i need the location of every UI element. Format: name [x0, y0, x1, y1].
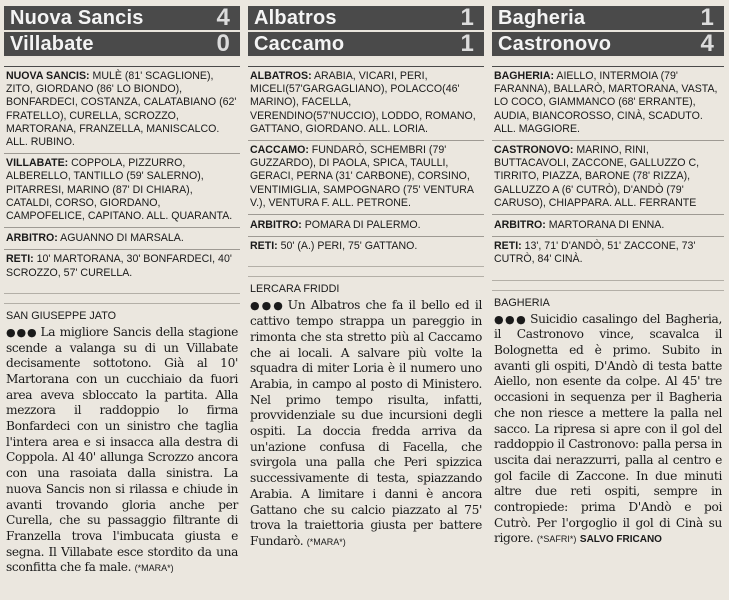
divider: [492, 280, 724, 281]
goals-list: 10' MARTORANA, 30' BONFARDECI, 40' SCROZZO, 57' CURELLA.: [6, 253, 232, 279]
divider: [492, 290, 724, 291]
goals-line: [4, 249, 240, 283]
byline: SALVO FRICANO: [579, 534, 662, 546]
away-score-row: [492, 32, 724, 58]
divider: [4, 303, 240, 304]
match-column-1: [4, 6, 240, 577]
bullet-icon: ●●●: [250, 299, 285, 313]
away-lineup: [248, 140, 484, 214]
home-team-name: Albatros: [254, 6, 337, 29]
report-text: Un Albatros che fa il bello ed il cattivo tempo strappa un pareggio in rimonta che sta stretto più al Caccamo che ai locali. A salvare più volte la squadra di miter Loria è il numero uno Arabia, in campo al posto di Ministero. Nel primo tempo risulta, infatti, provvidenziale su due incursioni degli ospiti. La doccia fredda arriva da un'azione confusa di Facella, che svirgola una palla che Peri spizzica successivamente di testa, spiazzando Arabia. A limitare i danni è ancora Gattano che su calcio piazzato al 75' trova la traiettoria giusta per battere Fundarò.: [250, 298, 482, 548]
goals-label: RETI:: [6, 253, 34, 266]
home-lineup: [492, 66, 724, 140]
away-lineup-players: MARINO, RINI, BUTTACAVOLI, ZACCONE, GALLUZZO C, TIRRITO, PIAZZA, BARONE (78' RIZZA), GALLUZZO A (6' CUTRÒ), D'ANDÒ (79' CARUSO), CHIAPPARA. ALL. FERRANTE: [494, 144, 700, 209]
goals-list: 50' (A.) PERI, 75' GATTANO.: [277, 240, 418, 253]
away-lineup-team: CASTRONOVO:: [494, 144, 574, 157]
home-lineup-team: ALBATROS:: [250, 70, 312, 82]
referee-label: ARBITRO:: [494, 219, 546, 232]
away-lineup: [4, 153, 240, 227]
match-report: [6, 325, 238, 577]
home-lineup-players: ARABIA, VICARI, PERI, MICELI(57'GARGAGLIANO), POLACCO(46' MARINO), FACELLA, VERENDINO(57'NUCCIO), LODDO, ROMANO, GATTANO, GIORDANO. ALL. LORIA.: [250, 70, 476, 135]
home-goals: 1: [460, 4, 474, 31]
match-report: [494, 312, 722, 549]
referee-label: ARBITRO:: [250, 219, 302, 232]
dateline: SAN GIUSEPPE JATO: [6, 309, 116, 322]
referee-name: POMARA DI PALERMO.: [301, 219, 421, 232]
away-score-row: [248, 32, 484, 58]
referee-name: AGUANNO DI MARSALA.: [57, 232, 184, 245]
signature: (*MARA*): [306, 536, 346, 547]
home-lineup-players: MULÈ (81' SCAGLIONE), ZITO, GIORDANO (86' LO BIONDO), BONFARDECI, COSTANZA, CALATABIANO (62' FRATELLO), CURELLA, SCROZZO, MARTORANA, FRANZELLA, MANISCALCO. ALL. RUBINO.: [6, 70, 237, 149]
referee-line: [4, 227, 240, 249]
away-team-name: Villabate: [10, 32, 94, 55]
away-goals: 1: [460, 30, 474, 57]
dateline: BAGHERIA: [494, 296, 550, 309]
referee-name: MARTORANA DI ENNA.: [545, 219, 665, 232]
match-report: [250, 298, 482, 550]
goals-label: RETI:: [250, 240, 278, 253]
goals-line: [248, 236, 484, 257]
match-column-2: [248, 6, 484, 551]
referee-line: [248, 214, 484, 236]
away-goals: 4: [700, 30, 714, 57]
home-score-row: [248, 6, 484, 32]
away-team-name: Caccamo: [254, 32, 345, 55]
home-team-name: Bagheria: [498, 6, 586, 29]
divider: [248, 266, 484, 267]
report-text: La migliore Sancis della stagione scende a valanga su di un Villabate decisamente sottotono. Già al 10' Martorana con un cucchiaio da fuori area aveva sbloccato la partita. Alla mezzora il raddoppio lo firma Bonfardeci con un sinistro che taglia l'intera area e si insacca alla destra di Coppola. Al 40' allunga Scrozzo ancora con una rasoiata dalla sinistra. La nuova Sancis non si rilassa e chiude in avanti trovando gloria anche per Curella, che su passaggio filtrante di Franzella trova l'imbucata giusta e segna. Il Villabate esce stordito da una sconfitta che fa male.: [6, 324, 238, 575]
away-score-row: [4, 32, 240, 58]
away-goals: 0: [216, 30, 230, 57]
away-team-name: Castronovo: [498, 32, 612, 55]
report-text: Suicidio casalingo del Bagheria, il Castronovo vince, scavalca il Bolognetta ed è primo. Subito in avanti gli ospiti, D'Andò di testa batte Aiello, non esente da colpe. Al 45' tre occasioni in sequenza per il Bagheria che non riesce a mettere la palla nel sacco. La ripresa si apre con il gol del raddoppio il Castronovo: palla persa in uscita dai nerazzurri, palla al centro e gol facile di Zaccone. In due minuti altre due reti ospiti, sempre in contropiede: prima D'Andò e poi Cutrò. Per l'orgoglio il gol di Cinà su rigore.: [494, 311, 722, 546]
home-team-name: Nuova Sancis: [10, 6, 144, 29]
goals-line: [492, 236, 724, 270]
home-goals: 1: [700, 4, 714, 31]
home-score-row: [4, 6, 240, 32]
home-lineup-team: BAGHERIA:: [494, 70, 555, 82]
referee-label: ARBITRO:: [6, 232, 58, 245]
bullet-icon: ●●●: [6, 325, 38, 339]
divider: [4, 293, 240, 294]
home-goals: 4: [216, 4, 230, 31]
away-lineup: [492, 140, 724, 214]
signature: (*MARA*): [134, 563, 174, 574]
divider: [248, 276, 484, 277]
away-lineup-team: CACCAMO:: [250, 144, 309, 157]
away-lineup-players: FUNDARÒ, SCHEMBRI (79' GUZZARDO), DI PAOLA, SPICA, TAULLI, GERACI, PERNA (31' CARBONE), CORSINO, VENTIMIGLIA, SAMPOGNARO (75' VENTURA V.), VENTURA F. ALL. PETRONE.: [250, 144, 474, 209]
bullet-icon: ●●●: [494, 312, 528, 326]
goals-label: RETI:: [494, 240, 522, 253]
home-score-row: [492, 6, 724, 32]
home-lineup: [4, 66, 240, 153]
home-lineup: [248, 66, 484, 140]
referee-line: [492, 214, 724, 236]
signature: (*SAFRI*): [536, 534, 577, 545]
away-lineup-team: VILLABATE:: [6, 157, 69, 170]
dateline: LERCARA FRIDDI: [250, 283, 340, 296]
goals-list: 13', 71' D'ANDÒ, 51' ZACCONE, 73' CUTRÒ, 84' CINÀ.: [494, 240, 696, 266]
home-lineup-players: AIELLO, INTERMOIA (79' FARANNA), BALLARÒ, MARTORANA, VASTA, LO COCO, GIAMMANCO (68' ERRANTE), AUDIA, BIANCOROSSO, CINÀ, SCADUTO. ALL. MAGGIORE.: [494, 70, 718, 135]
home-lineup-team: NUOVA SANCIS:: [6, 70, 90, 82]
away-lineup-players: COPPOLA, PIZZURRO, ALBERELLO, TANTILLO (59' SALERNO), PITARRESI, MARINO (87' DI CHIARA), CATALDI, CORSO, GIORDANO, CAMPOFELICE, CAPITANO. ALL. QUARANTA.: [6, 157, 233, 223]
match-column-3: [492, 6, 724, 548]
